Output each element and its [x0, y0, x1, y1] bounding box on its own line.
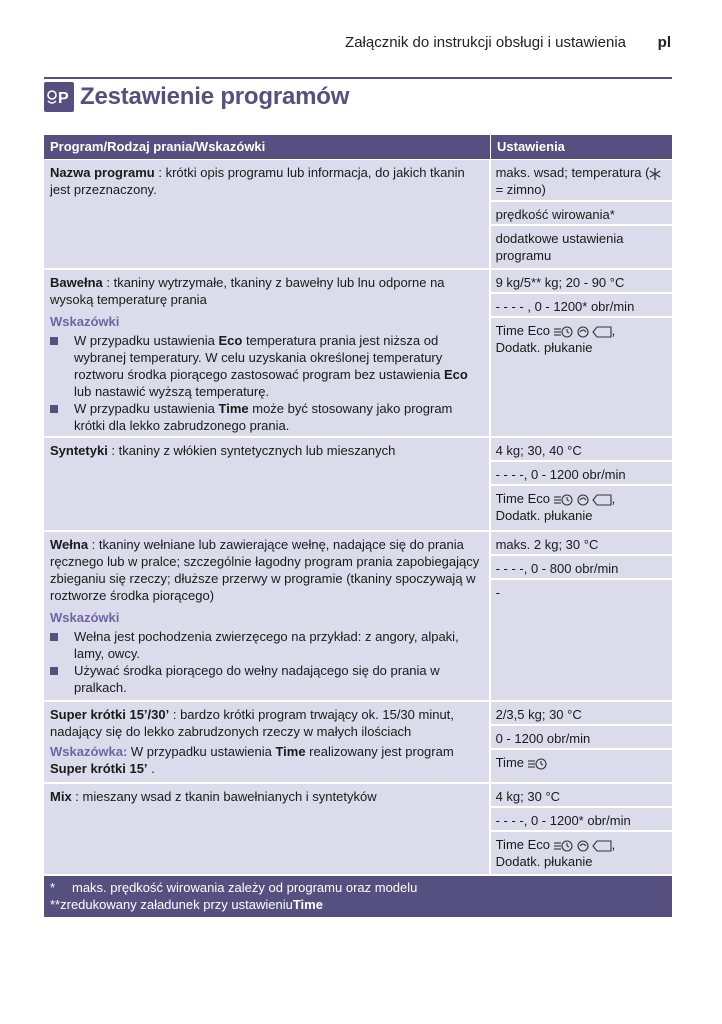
program-name-mix: Mix	[50, 789, 72, 804]
legend-setting-extra: dodatkowe ustawienia programu	[491, 226, 672, 268]
bullet-square-icon	[50, 405, 58, 413]
mix-setting-spin: - - - -, 0 - 1200* obr/min	[491, 808, 672, 830]
bullet-square-icon	[50, 337, 58, 345]
footnotes	[44, 876, 672, 917]
program-desc-syntetyki: : tkaniny z włókien syntetycznych lub mieszanych	[107, 443, 396, 458]
comma-text: ,	[611, 323, 616, 338]
time-eco-symbols-icon	[554, 493, 612, 507]
bullet-square-icon	[50, 667, 58, 675]
running-head	[0, 34, 722, 54]
list-item: W przypadku ustawienia Time może być stosowany jako program krótki dla lekko zabrudzonego prania.	[50, 400, 483, 434]
time-eco-symbols-icon	[554, 839, 612, 853]
table-row-welna	[44, 532, 672, 700]
list-item: Używać środka piorącego do wełny nadającego się do prania w pralkach.	[50, 662, 483, 696]
legend-setting-load	[491, 160, 672, 200]
table-row-super-krotki	[44, 702, 672, 782]
time-eco-label: Time Eco	[495, 491, 554, 506]
hints-heading: Wskazówki	[50, 314, 120, 329]
super-setting-extra	[491, 750, 672, 782]
list-item: Wełna jest pochodzenia zwierzęcego na przykład: z angory, alpaki, lamy, owcy.	[50, 628, 483, 662]
footnote-2	[50, 896, 666, 913]
table-header	[44, 135, 672, 159]
footnote-mark: **	[50, 897, 61, 912]
footnote-text: maks. prędkość wirowania zależy od programu oraz modelu	[72, 880, 418, 895]
footnote-text: zredukowany załadunek przy ustawieniu	[60, 897, 293, 912]
extra-rinse-text: Dodatk. płukanie	[495, 340, 593, 355]
syntetyki-setting-extra	[491, 486, 672, 530]
language-code: pl	[657, 34, 671, 51]
extra-rinse-text: Dodatk. płukanie	[495, 854, 593, 869]
mix-setting-extra	[491, 832, 672, 874]
program-name-super-krotki: Super krótki 15’/30’	[50, 707, 170, 722]
snowflake-icon	[649, 168, 661, 180]
time-label: Time	[495, 755, 528, 770]
bawelna-setting-load: 9 kg/5** kg; 20 - 90 °C	[491, 270, 672, 292]
extra-rinse-text: Dodatk. płukanie	[495, 508, 593, 523]
super-hint: Wskazówka: W przypadku ustawienia Time realizowany jest program Super krótki 15’ .	[50, 744, 454, 776]
list-item: W przypadku ustawienia Eco temperatura prania jest niższa od wybranej temperatury. W celu uzyskania określonej temperatury roztworu środka piorącego zastosować program bez ustawienia Eco lub nastawić wyższą temperaturę.	[50, 332, 483, 400]
comma-text: ,	[611, 491, 616, 506]
program-name-bawelna: Bawełna	[50, 275, 103, 290]
super-setting-spin: 0 - 1200 obr/min	[491, 726, 672, 748]
syntetyki-setting-spin: - - - -, 0 - 1200 obr/min	[491, 462, 672, 484]
bawelna-setting-spin: - - - - , 0 - 1200* obr/min	[491, 294, 672, 316]
header-settings: Ustawienia	[490, 135, 672, 159]
section-heading	[44, 80, 349, 114]
welna-setting-load: maks. 2 kg; 30 °C	[491, 532, 672, 554]
time-eco-label: Time Eco	[495, 323, 554, 338]
syntetyki-setting-load: 4 kg; 30, 40 °C	[491, 438, 672, 460]
legend-load-text: maks. wsad; temperatura (	[495, 165, 650, 180]
super-setting-load: 2/3,5 kg; 30 °C	[491, 702, 672, 724]
table-row-legend	[44, 160, 672, 268]
program-table	[44, 135, 672, 876]
welna-setting-spin: - - - -, 0 - 800 obr/min	[491, 556, 672, 578]
mix-setting-load: 4 kg; 30 °C	[491, 784, 672, 806]
legend-setting-spin: prędkość wirowania*	[491, 202, 672, 224]
header-program: Program/Rodzaj prania/Wskazówki	[50, 139, 266, 154]
header-rule	[44, 77, 672, 79]
program-desc-super-krotki: : bardzo krótki program trwający ok. 15/30 minut, nadający się do lekko zabrudzonych rzeczy w małych ilościach	[50, 707, 454, 739]
table-row-bawelna	[44, 270, 672, 436]
table-row-syntetyki	[44, 438, 672, 530]
hints-heading: Wskazówki	[50, 610, 120, 625]
legend-cold-text: = zimno)	[495, 182, 546, 197]
bawelna-setting-extra	[491, 318, 672, 436]
program-desc-bawelna: : tkaniny wytrzymałe, tkaniny z bawełny lub lnu odporne na wysoką temperaturę prania	[50, 275, 445, 307]
section-title: Zestawienie programów	[80, 83, 350, 110]
welna-setting-extra: -	[491, 580, 672, 700]
time-eco-symbols-icon	[554, 325, 612, 339]
comma-text: ,	[611, 837, 616, 852]
table-row-mix	[44, 784, 672, 874]
footnote-time: Time	[292, 897, 323, 912]
program-desc-mix: : mieszany wsad z tkanin bawełnianych i syntetyków	[71, 789, 377, 804]
footnote-1	[50, 879, 666, 896]
program-desc-welna: : tkaniny wełniane lub zawierające wełnę, nadające się do prania ręcznego lub w pralce; szczególnie łagodny program prania zapobiegający zbieganiu się rzeczy; dłuższe przerwy w programie (tkaniny spoczywają w roztworze środka piorącego)	[50, 537, 480, 603]
program-overview-icon	[44, 82, 74, 112]
legend-name: Nazwa programu	[50, 165, 155, 180]
program-icon-letter: P	[58, 90, 69, 107]
time-symbols-icon	[528, 757, 550, 771]
program-name-welna: Wełna	[50, 537, 89, 552]
footnote-mark: *	[50, 880, 56, 895]
running-head-title: Załącznik do instrukcji obsługi i ustawienia	[345, 34, 626, 51]
program-name-syntetyki: Syntetyki	[50, 443, 108, 458]
legend-description: : krótki opis programu lub informacja, do jakich tkanin jest przeznaczony.	[50, 165, 465, 197]
bullet-square-icon	[50, 633, 58, 641]
time-eco-label: Time Eco	[495, 837, 554, 852]
